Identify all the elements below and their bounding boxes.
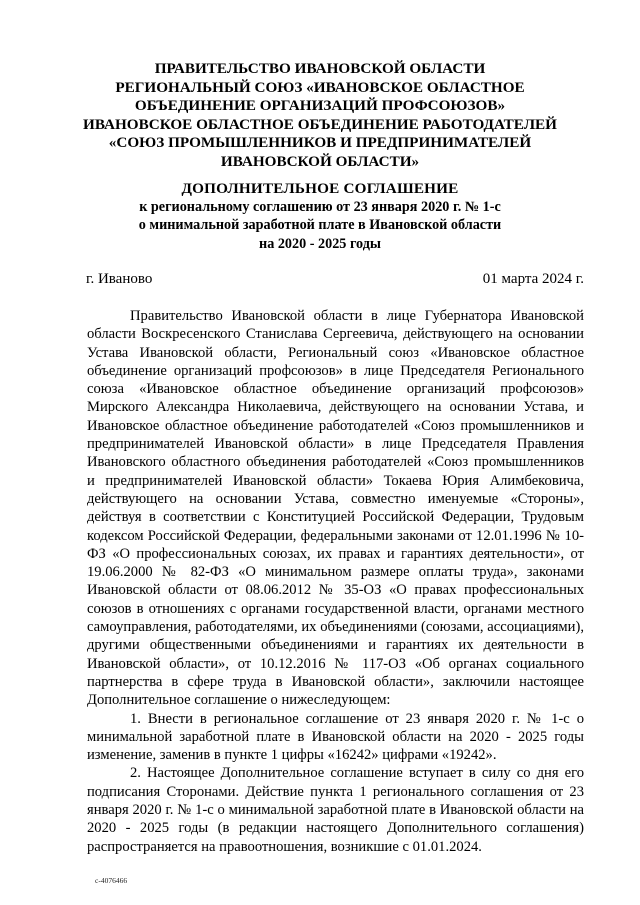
header-line: ПРАВИТЕЛЬСТВО ИВАНОВСКОЙ ОБЛАСТИ — [154, 60, 486, 77]
header-line: ИВАНОВСКОЕ ОБЛАСТНОЕ ОБЪЕДИНЕНИЕ РАБОТОДАТЕЛЕЙ — [83, 115, 557, 133]
header-line: РЕГИОНАЛЬНЫЙ СОЮЗ «ИВАНОВСКОЕ ОБЛАСТНОЕ — [115, 78, 525, 96]
header-line: «СОЮЗ ПРОМЫШЛЕННИКОВ И ПРЕДПРИНИМАТЕЛЕЙ — [108, 134, 532, 152]
header-line: ИВАНОВСКОЙ ОБЛАСТИ» — [220, 152, 420, 170]
preamble-paragraph: Правительство Ивановской области в лице Губернатора Ивановской области Воскресенского Станислава Сергеевича, действующего на основании Устава Ивановской области, Региональный союз «Ивановское областное объединение организаций профсоюзов» в лице Председателя Регионального союза «Ивановское областное объединение организаций профсоюзов» Мирского Александра Николаевича, действующего на основании Устава, и Ивановское областное объединение работодателей «Союз промышленников и предпринимателей Ивановской области» в лице Председателя Правления Ивановского областного объединения работодателей «Союз промышленников и предпринимателей Ивановской области» Токаева Юрия Алимбековича, действующего на основании Устава, совместно именуемые «Стороны», действуя в соответствии с Конституцией Российской Федерации, Трудовым кодексом Российской Федерации, федеральными законами от 12.01.1996 № 10-ФЗ «О профессиональных союзах, их правах и гарантиях деятельности», от 19.06.2000 № 82-ФЗ «О минимальном размере оплаты труда», законами Ивановской области от 08.06.2012 № 35-ОЗ «О правах профессиональных союзов в отношениях с органами государственной власти, органами местного самоуправления, работодателями, их объединениями (союзами, ассоциациями), другими общественными объединениями и гарантиях их деятельности в Ивановской области», от 10.12.2016 № 117-ОЗ «Об органах социального партнерства в сфере труда в Ивановской области», заключили настоящее Дополнительное соглашение о нижеследующем: — [87, 308, 584, 709]
title-subtitle-line: о минимальной заработной плате в Ивановской области — [138, 217, 502, 234]
title-subtitle-line: к региональному соглашению от 23 января 2020 г. № 1-с — [139, 199, 501, 216]
document-body — [87, 307, 584, 856]
document-title — [60, 180, 580, 253]
title-subtitle-line: на 2020 - 2025 годы — [259, 235, 381, 252]
item-1-paragraph: 1. Внести в региональное соглашение от 23 января 2020 г. № 1-с о минимальной заработной плате в Ивановской области на 2020 - 2025 годы изменение, заменив в пункте 1 цифры «16242» цифрами «19242». — [87, 710, 584, 764]
item-2-paragraph: 2. Настоящее Дополнительное соглашение вступает в силу со дня его подписания Сторонами. Действие пункта 1 регионального соглашения от 23 января 2020 г. № 1-с о минимальной заработной плате в Ивановской области на 2020 - 2025 годы (в редакции настоящего Дополнительного соглашения) распространяется на правоотношения, возникшие с 01.01.2024. — [87, 765, 584, 855]
document-date: 01 марта 2024 г. — [482, 271, 584, 287]
footer-document-code: c-4076466 — [95, 876, 128, 885]
city: г. Иваново — [86, 271, 153, 287]
document-header — [60, 60, 580, 172]
title-heading: ДОПОЛНИТЕЛЬНОЕ СОГЛАШЕНИЕ — [181, 180, 459, 197]
header-line: ОБЪЕДИНЕНИЕ ОРГАНИЗАЦИЙ ПРОФСОЮЗОВ» — [134, 97, 506, 115]
